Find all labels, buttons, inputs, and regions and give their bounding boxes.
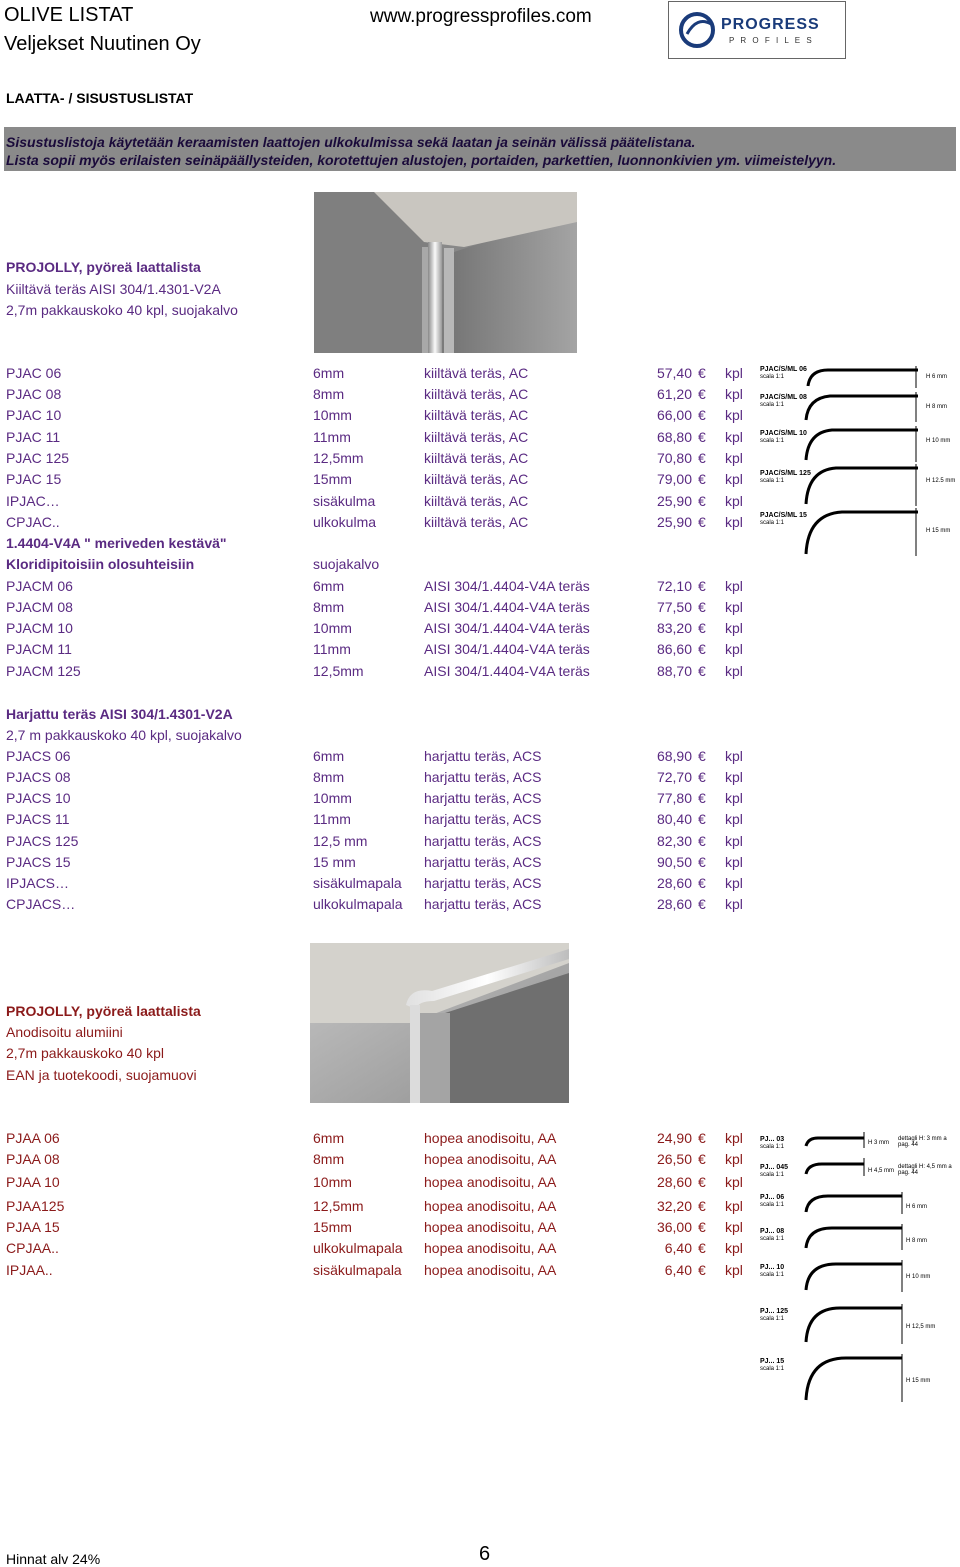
- unit: kpl: [725, 450, 743, 466]
- product-price: 26,50: [656, 1151, 692, 1167]
- profile-diagram-steel: [758, 364, 954, 560]
- currency: €: [698, 790, 706, 806]
- product-size: 15 mm: [313, 854, 356, 870]
- logo-text: PROGRESS: [721, 16, 820, 33]
- section-heading: LAATTA- / SISUSTUSLISTAT: [6, 90, 194, 106]
- sub-film: suojakalvo: [313, 556, 380, 572]
- product-photo-aluminium: [310, 943, 569, 1103]
- unit: kpl: [725, 811, 743, 827]
- currency: €: [698, 896, 706, 912]
- unit: kpl: [725, 1219, 743, 1235]
- product-finish: harjattu teräs, ACS: [424, 748, 542, 764]
- product-size: 15mm: [313, 1219, 352, 1235]
- section3-title: PROJOLLY, pyöreä laattalista: [6, 1003, 201, 1019]
- product-code: PJAC 10: [6, 407, 62, 423]
- profile-label: PJAC/S/ML 10: [760, 430, 807, 437]
- currency: €: [698, 1219, 706, 1235]
- currency: €: [698, 1151, 706, 1167]
- section2-material: Harjattu teräs AISI 304/1.4301-V2A: [6, 706, 233, 722]
- product-size: ulkokulmapala: [313, 1240, 403, 1256]
- profile-scale: scala 1:1: [760, 1272, 785, 1278]
- unit: kpl: [725, 769, 743, 785]
- product-finish: hopea anodisoitu, AA: [424, 1240, 557, 1256]
- profile-scale: scala 1:1: [760, 1172, 785, 1178]
- profile-height: H 10 mm: [906, 1274, 931, 1280]
- section3-material: Anodisoitu alumiini: [6, 1024, 123, 1040]
- profile-scale: scala 1:1: [760, 520, 785, 526]
- unit: kpl: [725, 514, 743, 530]
- product-size: 8mm: [313, 1151, 345, 1167]
- profile-height: H 15 mm: [906, 1378, 931, 1384]
- currency: €: [698, 854, 706, 870]
- profile-label: PJAC/S/ML 08: [760, 394, 807, 401]
- unit: kpl: [725, 578, 743, 594]
- profile-label: PJ... 10: [760, 1264, 785, 1271]
- profile-label: PJAC/S/ML 15: [760, 512, 807, 519]
- product-price: 82,30: [656, 833, 692, 849]
- product-finish: harjattu teräs, ACS: [424, 790, 542, 806]
- product-price: 90,50: [656, 854, 692, 870]
- product-size: 10mm: [313, 1174, 352, 1190]
- profile-label: PJ... 125: [760, 1308, 789, 1315]
- unit: kpl: [725, 896, 743, 912]
- product-price: 77,50: [656, 599, 692, 615]
- profile-label: PJ... 15: [760, 1358, 785, 1365]
- product-price: 28,60: [656, 1174, 692, 1190]
- profile-height: H 4,5 mm: [868, 1168, 895, 1174]
- unit: kpl: [725, 1130, 743, 1146]
- unit: kpl: [725, 833, 743, 849]
- product-code: PJACM 08: [6, 599, 73, 615]
- product-size: sisäkulmapala: [313, 875, 402, 891]
- product-code: PJACM 125: [6, 663, 81, 679]
- product-finish: AISI 304/1.4404-V4A teräs: [424, 578, 590, 594]
- product-finish: hopea anodisoitu, AA: [424, 1151, 557, 1167]
- profile-scale: scala 1:1: [760, 1316, 785, 1322]
- currency: €: [698, 1198, 706, 1214]
- profile-detail: dettagli H: 4,5 mm a pag. 44: [898, 1164, 952, 1176]
- currency: €: [698, 620, 706, 636]
- product-finish: harjattu teräs, ACS: [424, 896, 542, 912]
- product-size: 15mm: [313, 471, 352, 487]
- currency: €: [698, 748, 706, 764]
- product-price: 66,00: [656, 407, 692, 423]
- currency: €: [698, 471, 706, 487]
- section1-title: PROJOLLY, pyöreä laattalista: [6, 259, 201, 275]
- profile-shapes-icon: [798, 364, 922, 560]
- section3-packaging: 2,7m pakkauskoko 40 kpl: [6, 1045, 164, 1061]
- product-finish: AISI 304/1.4404-V4A teräs: [424, 663, 590, 679]
- unit: kpl: [725, 365, 743, 381]
- product-finish: kiiltävä teräs, AC: [424, 429, 529, 445]
- product-price: 68,80: [656, 429, 692, 445]
- product-finish: harjattu teräs, ACS: [424, 833, 542, 849]
- product-size: ulkokulmapala: [313, 896, 403, 912]
- product-code: PJAA 08: [6, 1151, 60, 1167]
- unit: kpl: [725, 1262, 743, 1278]
- product-price: 72,10: [656, 578, 692, 594]
- currency: €: [698, 365, 706, 381]
- profile-label: PJAC/S/ML 06: [760, 366, 807, 373]
- unit: kpl: [725, 1198, 743, 1214]
- product-price: 28,60: [656, 875, 692, 891]
- product-price: 57,40: [656, 365, 692, 381]
- profile-label: PJAC/S/ML 125: [760, 470, 811, 477]
- profile-height: H 12,5 mm: [906, 1324, 936, 1330]
- intro-band: [4, 127, 956, 171]
- profile-label: PJ... 08: [760, 1228, 785, 1235]
- product-code: PJACS 125: [6, 833, 79, 849]
- currency: €: [698, 1262, 706, 1278]
- profile-height: H 10 mm: [926, 438, 951, 444]
- product-finish: kiiltävä teräs, AC: [424, 514, 529, 530]
- website-link[interactable]: www.progressprofiles.com: [370, 6, 592, 27]
- product-code: CPJACS…: [6, 896, 76, 912]
- product-price: 6,40: [664, 1262, 692, 1278]
- currency: €: [698, 514, 706, 530]
- product-finish: hopea anodisoitu, AA: [424, 1130, 557, 1146]
- product-finish: harjattu teräs, ACS: [424, 769, 542, 785]
- product-code: PJAC 15: [6, 471, 62, 487]
- product-size: 8mm: [313, 599, 345, 615]
- product-code: PJACS 08: [6, 769, 71, 785]
- page-number: 6: [479, 1543, 491, 1565]
- currency: €: [698, 769, 706, 785]
- company-name: Veljekset Nuutinen Oy: [4, 33, 201, 55]
- unit: kpl: [725, 493, 743, 509]
- profile-height: H 3 mm: [868, 1140, 889, 1146]
- currency: €: [698, 1130, 706, 1146]
- company-logo: [668, 1, 846, 59]
- unit: kpl: [725, 663, 743, 679]
- product-code: PJAC 06: [6, 365, 62, 381]
- photo-illustration: [314, 192, 577, 353]
- product-code: IPJAA..: [6, 1262, 53, 1278]
- product-finish: hopea anodisoitu, AA: [424, 1174, 557, 1190]
- product-size: 6mm: [313, 365, 345, 381]
- profile-detail: dettagli H: 3 mm a pag. 44: [898, 1136, 947, 1148]
- product-size: 8mm: [313, 386, 345, 402]
- product-finish: kiiltävä teräs, AC: [424, 471, 529, 487]
- currency: €: [698, 429, 706, 445]
- product-finish: hopea anodisoitu, AA: [424, 1262, 557, 1278]
- product-size: 12,5mm: [313, 450, 364, 466]
- intro-line-2: Lista sopii myös erilaisten seinäpäällysteiden, korotettujen alustojen, portaiden, parkettien, luonnonkivien ym. viimeistelyyn.: [6, 152, 837, 168]
- product-code: PJACM 10: [6, 620, 73, 636]
- product-finish: harjattu teräs, ACS: [424, 811, 542, 827]
- product-size: 11mm: [313, 429, 351, 445]
- unit: kpl: [725, 641, 743, 657]
- product-code: CPJAA..: [6, 1240, 59, 1256]
- profile-height: H 8 mm: [926, 404, 947, 410]
- profile-scale: scala 1:1: [760, 402, 785, 408]
- unit: kpl: [725, 748, 743, 764]
- profile-label: PJ... 03: [760, 1136, 785, 1143]
- profile-label: PJ... 045: [760, 1164, 789, 1171]
- currency: €: [698, 663, 706, 679]
- currency: €: [698, 599, 706, 615]
- logo-subtext: P R O F I L E S: [729, 36, 814, 45]
- product-code: PJACM 06: [6, 578, 73, 594]
- product-finish: kiiltävä teräs, AC: [424, 450, 529, 466]
- currency: €: [698, 407, 706, 423]
- currency: €: [698, 578, 706, 594]
- product-price: 25,90: [656, 514, 692, 530]
- currency: €: [698, 1174, 706, 1190]
- product-code: PJAC 11: [6, 429, 61, 445]
- product-code: PJAC 125: [6, 450, 70, 466]
- product-finish: kiiltävä teräs, AC: [424, 365, 529, 381]
- product-code: PJAA 06: [6, 1130, 60, 1146]
- product-price: 80,40: [656, 811, 692, 827]
- product-price: 68,90: [656, 748, 692, 764]
- product-finish: kiiltävä teräs, AC: [424, 386, 529, 402]
- currency: €: [698, 1240, 706, 1256]
- product-finish: kiiltävä teräs, AC: [424, 407, 529, 423]
- product-code: PJACS 11: [6, 811, 70, 827]
- product-price: 25,90: [656, 493, 692, 509]
- section1-material: Kiiltävä teräs AISI 304/1.4301-V2A: [6, 281, 221, 297]
- product-code: IPJAC…: [6, 493, 60, 509]
- profile-scale: scala 1:1: [760, 478, 785, 484]
- unit: kpl: [725, 1174, 743, 1190]
- sub-material: 1.4404-V4A " meriveden kestävä": [6, 535, 227, 551]
- product-finish: hopea anodisoitu, AA: [424, 1198, 557, 1214]
- product-size: 12,5 mm: [313, 833, 368, 849]
- product-size: 12,5mm: [313, 663, 364, 679]
- product-code: PJACS 15: [6, 854, 71, 870]
- product-size: 11mm: [313, 811, 351, 827]
- unit: kpl: [725, 386, 743, 402]
- profile-shapes-icon: [798, 1130, 904, 1412]
- currency: €: [698, 450, 706, 466]
- currency: €: [698, 493, 706, 509]
- product-size: 6mm: [313, 1130, 345, 1146]
- profile-scale: scala 1:1: [760, 1202, 785, 1208]
- profile-label: PJ... 06: [760, 1194, 785, 1201]
- unit: kpl: [725, 471, 743, 487]
- product-finish: kiiltävä teräs, AC: [424, 493, 529, 509]
- unit: kpl: [725, 1240, 743, 1256]
- profile-scale: scala 1:1: [760, 1144, 785, 1150]
- product-size: 11mm: [313, 641, 351, 657]
- product-size: 6mm: [313, 748, 345, 764]
- profile-scale: scala 1:1: [760, 374, 785, 380]
- vat-note: Hinnat alv 24%: [6, 1551, 101, 1567]
- product-price: 36,00: [656, 1219, 692, 1235]
- sub-note: Kloridipitoisiin olosuhteisiin: [6, 556, 195, 572]
- product-finish: AISI 304/1.4404-V4A teräs: [424, 599, 590, 615]
- section3-note: EAN ja tuotekoodi, suojamuovi: [6, 1067, 197, 1083]
- profile-scale: scala 1:1: [760, 1366, 785, 1372]
- currency: €: [698, 811, 706, 827]
- product-finish: harjattu teräs, ACS: [424, 875, 542, 891]
- header-title: OLIVE LISTAT: [4, 4, 134, 26]
- product-code: PJACM 11: [6, 641, 72, 657]
- profile-scale: scala 1:1: [760, 1236, 785, 1242]
- logo-mark-icon: [677, 10, 717, 50]
- product-price: 28,60: [656, 896, 692, 912]
- product-size: 8mm: [313, 769, 345, 785]
- product-price: 72,70: [656, 769, 692, 785]
- product-price: 32,20: [656, 1198, 692, 1214]
- product-price: 77,80: [656, 790, 692, 806]
- product-size: sisäkulma: [313, 493, 376, 509]
- profile-scale: scala 1:1: [760, 438, 785, 444]
- product-size: 10mm: [313, 790, 352, 806]
- product-price: 88,70: [656, 663, 692, 679]
- section2-packaging: 2,7 m pakkauskoko 40 kpl, suojakalvo: [6, 727, 242, 743]
- product-price: 61,20: [656, 386, 692, 402]
- product-code: PJAA125: [6, 1198, 65, 1214]
- unit: kpl: [725, 1151, 743, 1167]
- product-finish: AISI 304/1.4404-V4A teräs: [424, 620, 590, 636]
- product-code: PJAA 15: [6, 1219, 60, 1235]
- product-photo-steel: [314, 192, 577, 353]
- currency: €: [698, 833, 706, 849]
- profile-height: H 6 mm: [926, 374, 947, 380]
- unit: kpl: [725, 854, 743, 870]
- photo-illustration: [310, 943, 569, 1103]
- unit: kpl: [725, 429, 743, 445]
- product-price: 83,20: [656, 620, 692, 636]
- product-code: PJACS 06: [6, 748, 71, 764]
- currency: €: [698, 386, 706, 402]
- product-size: sisäkulmapala: [313, 1262, 402, 1278]
- product-code: CPJAC..: [6, 514, 60, 530]
- unit: kpl: [725, 620, 743, 636]
- product-price: 86,60: [656, 641, 692, 657]
- product-code: PJACS 10: [6, 790, 71, 806]
- product-price: 24,90: [656, 1130, 692, 1146]
- unit: kpl: [725, 875, 743, 891]
- product-code: PJAC 08: [6, 386, 62, 402]
- product-size: 6mm: [313, 578, 345, 594]
- unit: kpl: [725, 599, 743, 615]
- product-price: 70,80: [656, 450, 692, 466]
- profile-height: H 15 mm: [926, 528, 951, 534]
- profile-height: H 12.5 mm: [926, 478, 956, 484]
- product-size: 10mm: [313, 407, 352, 423]
- product-finish: harjattu teräs, ACS: [424, 854, 542, 870]
- profile-height: H 6 mm: [906, 1204, 927, 1210]
- intro-line-1: Sisustuslistoja käytetään keraamisten laattojen ulkokulmissa sekä laatan ja seinän välissä päätelistana.: [6, 134, 696, 150]
- product-size: 10mm: [313, 620, 352, 636]
- profile-height: H 8 mm: [906, 1238, 927, 1244]
- currency: €: [698, 875, 706, 891]
- product-code: PJAA 10: [6, 1174, 60, 1190]
- section1-packaging: 2,7m pakkauskoko 40 kpl, suojakalvo: [6, 302, 238, 318]
- product-size: 12,5mm: [313, 1198, 364, 1214]
- product-code: IPJACS…: [6, 875, 70, 891]
- unit: kpl: [725, 790, 743, 806]
- currency: €: [698, 641, 706, 657]
- product-price: 79,00: [656, 471, 692, 487]
- profile-diagram-aluminium: [758, 1130, 954, 1412]
- product-finish: hopea anodisoitu, AA: [424, 1219, 557, 1235]
- product-finish: AISI 304/1.4404-V4A teräs: [424, 641, 590, 657]
- product-size: ulkokulma: [313, 514, 377, 530]
- unit: kpl: [725, 407, 743, 423]
- product-price: 6,40: [664, 1240, 692, 1256]
